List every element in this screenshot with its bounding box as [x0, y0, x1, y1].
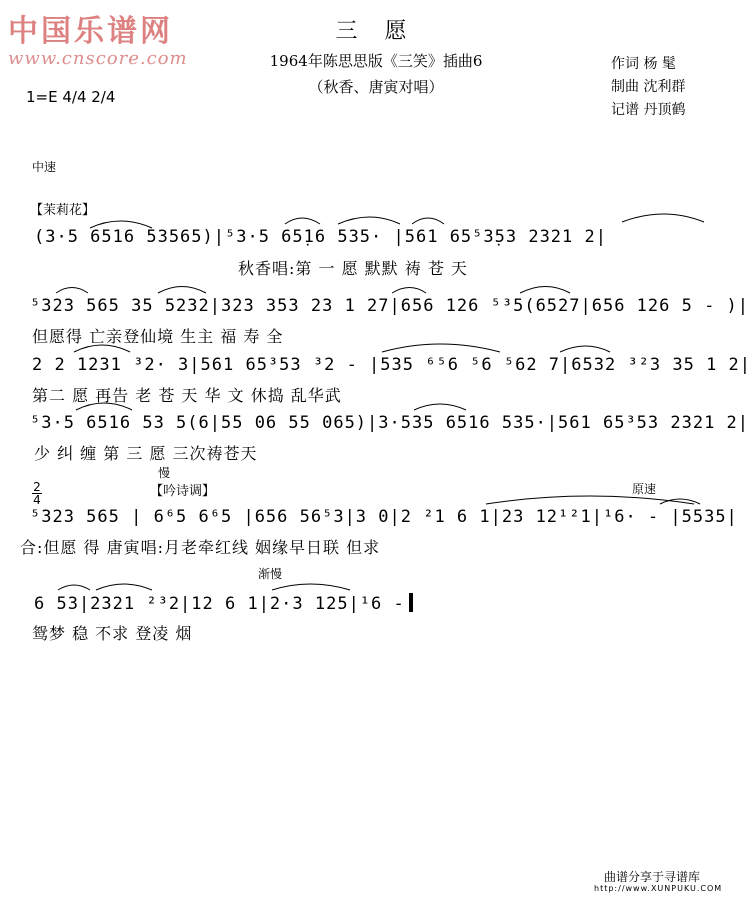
lyrics-line-1: 秋香唱:第 一 愿 默默 祷 苍 天: [238, 259, 468, 278]
tune-label: 【茉莉花】: [30, 203, 96, 218]
lyrics-line-5: 合:但愿 得 唐寅唱:月老牵红线 姻缘早日联 但求: [20, 538, 381, 557]
slur: [392, 288, 426, 294]
lyrics-line-4: 少 纠 缠 第 三 愿 三次祷苍天: [34, 444, 258, 463]
slow-marking: 慢: [158, 466, 171, 480]
page-title: 三 愿: [335, 19, 417, 44]
slur: [414, 404, 466, 410]
transcriber-credit: 记谱 丹顶鹤: [611, 102, 686, 118]
notation-line-3: 2 2 1231 ³2· 3|561 65³53 ³2 - |535 ⁶⁵6 ⁵6 ⁵62 7|6532 ³²3 35 1 2|: [32, 355, 752, 375]
footer-credit: 曲谱分享于寻谱库: [604, 870, 701, 884]
slur: [560, 346, 610, 352]
slur: [272, 584, 350, 590]
notation-line-5: ⁵323 565 | 6⁶5 6⁶5 |656 56⁵3|3 0|2 ²1 6 1|23 12¹²1|¹6· - |5535|: [30, 507, 738, 527]
key-signature: 1=E 4/4 2/4: [26, 88, 116, 106]
lyricist-credit: 作词 杨 髦: [611, 56, 676, 72]
slur: [96, 584, 152, 590]
slur: [486, 496, 694, 504]
footer-url[interactable]: http://www.XUNPUKU.COM: [594, 884, 723, 893]
slur: [520, 287, 570, 294]
lyrics-line-3: 第二 愿 再告 老 苍 天 华 文 休捣 乱华武: [32, 386, 342, 405]
lyrics-line-6: 鸳梦 稳 不求 登凌 烟: [32, 624, 193, 643]
notation-line-6-notes: 6 53|2321 ²³2|12 6 1|2·3 125|¹6 -: [34, 594, 405, 614]
composer-credit: 制曲 沈利群: [611, 79, 686, 95]
notation-line-2: ⁵323 565 35 5232|323 353 23 1 27|656 126 ⁵³5(6527|656 126 5 - )|: [30, 296, 750, 316]
time-signature: [32, 482, 42, 505]
original-tempo-marking: 原速: [632, 482, 657, 496]
slur: [58, 585, 90, 590]
credits: [611, 53, 685, 122]
slur: [285, 218, 320, 224]
lyrics-line-2: 但愿得 亡亲登仙境 生主 福 寿 全: [32, 327, 284, 346]
slur: [56, 288, 88, 294]
time-signature-lower: 4: [33, 493, 41, 507]
slur: [158, 287, 206, 294]
final-barline: [409, 593, 413, 612]
slur: [622, 214, 704, 222]
notation-line-4: ⁵3·5 6516 53 5(6|55 06 55 065)|3·535 6516 535·|561 65³53 2321 2|: [30, 413, 750, 433]
tempo-marking: 中速: [32, 160, 57, 174]
slur: [382, 344, 500, 352]
watermark-logo: 中国乐谱网: [8, 14, 173, 49]
slur: [338, 217, 400, 224]
time-signature-upper: 2: [33, 480, 41, 494]
watermark-url: www.cnscore.com: [8, 48, 188, 69]
performers: （秋香、唐寅对唱）: [308, 78, 444, 96]
slur: [412, 218, 444, 224]
notation-line-6: [34, 593, 413, 614]
slur: [660, 499, 700, 504]
recitative-label: 【吟诗调】: [150, 484, 216, 499]
notation-line-1: (3·5 6516 53565)|⁵3·5 65̣16 535· |561 65⁵3̣53 2321 2|: [34, 227, 607, 247]
subtitle: 1964年陈思思版《三笑》插曲6: [269, 52, 483, 70]
gradually-slow-marking: 渐慢: [258, 567, 283, 581]
